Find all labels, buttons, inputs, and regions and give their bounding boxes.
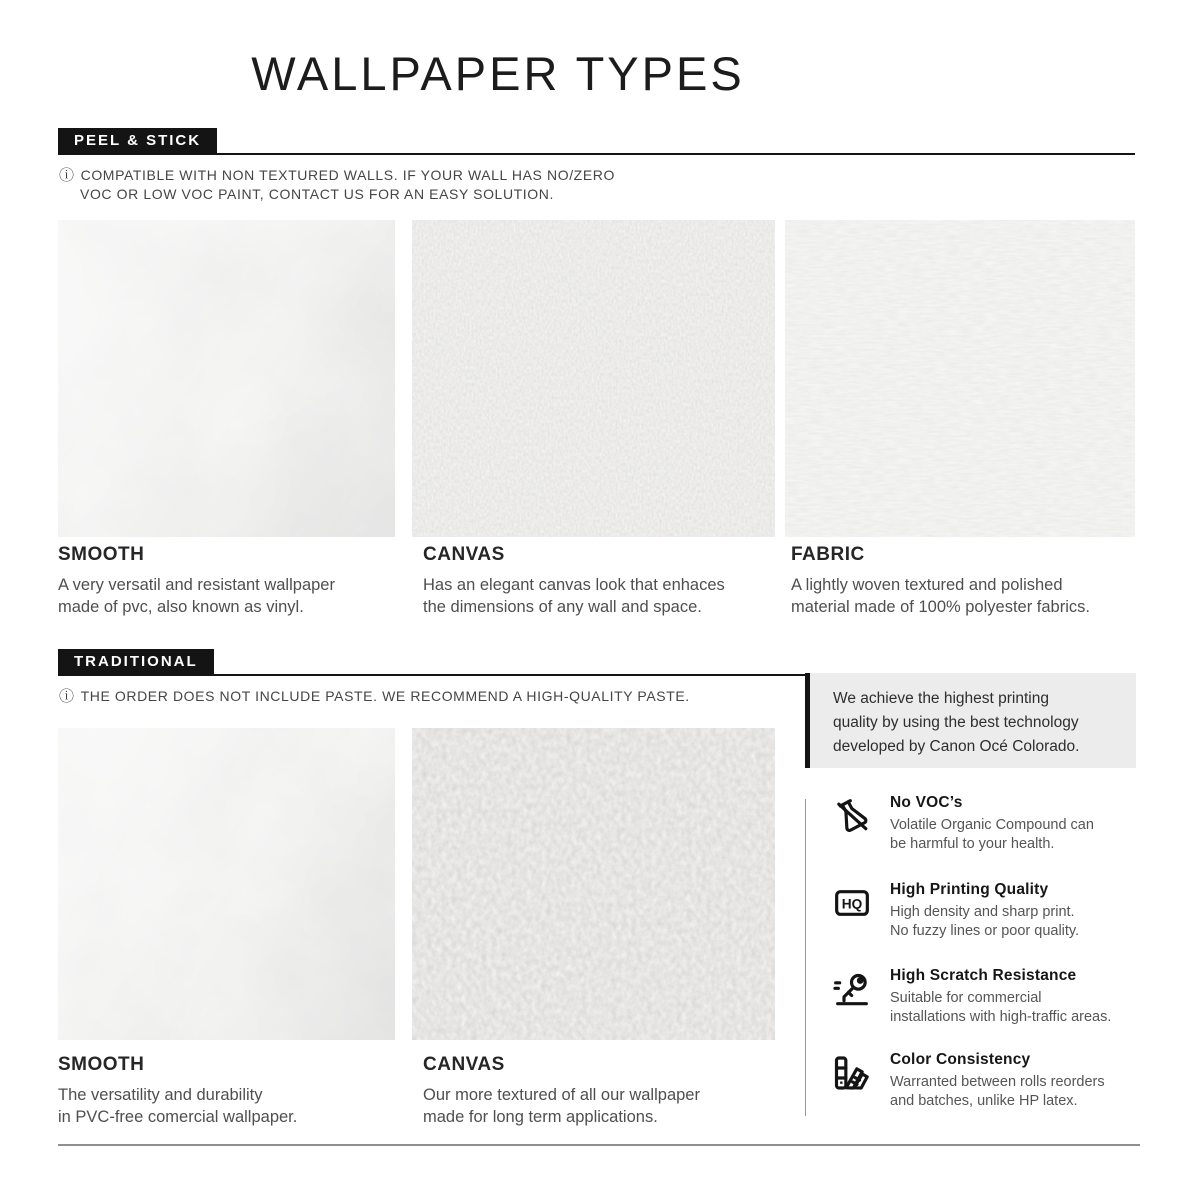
caption-canvas-peel-stick bbox=[423, 544, 773, 618]
key-icon bbox=[832, 969, 872, 1009]
caption-smooth-peel-stick bbox=[58, 544, 403, 618]
desc-line: material made of 100% polyester fabrics. bbox=[791, 598, 1090, 616]
feature-description bbox=[890, 816, 1140, 854]
canvas-texture-image bbox=[412, 728, 775, 1040]
quote-line: developed by Canon Océ Colorado. bbox=[833, 738, 1080, 755]
swatch-description bbox=[423, 574, 773, 618]
swatch-label: SMOOTH bbox=[58, 1054, 145, 1075]
note-line: VOC OR LOW VOC PAINT, CONTACT US FOR AN EASY SOLUTION. bbox=[80, 186, 554, 202]
feature-description bbox=[890, 1073, 1140, 1111]
features-divider-line bbox=[805, 799, 806, 1116]
desc-line: and batches, unlike HP latex. bbox=[890, 1093, 1078, 1109]
swatch-label: CANVAS bbox=[423, 544, 505, 565]
page-title: WALLPAPER TYPES bbox=[251, 47, 745, 100]
feature-high-printing-quality bbox=[832, 881, 1140, 941]
feature-description bbox=[890, 989, 1140, 1027]
swatch-description bbox=[791, 574, 1141, 618]
feature-title: High Printing Quality bbox=[890, 881, 1049, 898]
caption-canvas-traditional bbox=[423, 1054, 773, 1128]
desc-line: A lightly woven textured and polished bbox=[791, 576, 1063, 594]
swatch-fabric-peel-stick bbox=[785, 220, 1135, 537]
swatch-label: FABRIC bbox=[791, 544, 865, 565]
desc-line: made for long term applications. bbox=[423, 1108, 658, 1126]
section-divider-peel-stick bbox=[58, 128, 1135, 155]
smooth-texture-image bbox=[58, 220, 395, 537]
swatch-canvas-traditional bbox=[412, 728, 775, 1040]
feature-color-consistency bbox=[832, 1051, 1140, 1111]
desc-line: Suitable for commercial bbox=[890, 990, 1042, 1006]
smooth-texture-image bbox=[58, 728, 395, 1040]
feature-title: No VOC’s bbox=[890, 794, 963, 811]
no-voc-flask-icon bbox=[832, 796, 872, 836]
desc-line: The versatility and durability bbox=[58, 1086, 263, 1104]
desc-line: in PVC-free comercial wallpaper. bbox=[58, 1108, 298, 1126]
info-icon: ⓘ bbox=[59, 167, 75, 184]
desc-line: Our more textured of all our wallpaper bbox=[423, 1086, 700, 1104]
color-swatches-icon bbox=[832, 1053, 872, 1093]
swatch-smooth-traditional bbox=[58, 728, 395, 1040]
desc-line: Warranted between rolls reorders bbox=[890, 1074, 1105, 1090]
info-icon: ⓘ bbox=[59, 688, 75, 705]
desc-line: Volatile Organic Compound can bbox=[890, 817, 1094, 833]
desc-line: installations with high-traffic areas. bbox=[890, 1009, 1112, 1025]
feature-description bbox=[890, 903, 1140, 941]
note-traditional bbox=[59, 687, 690, 706]
quote-line: quality by using the best technology bbox=[833, 714, 1079, 731]
note-line: COMPATIBLE WITH NON TEXTURED WALLS. IF YOUR WALL HAS NO/ZERO bbox=[80, 167, 615, 183]
section-label-traditional: TRADITIONAL bbox=[58, 649, 214, 674]
feature-high-scratch-resistance bbox=[832, 967, 1140, 1027]
note-line: THE ORDER DOES NOT INCLUDE PASTE. WE RECOMMEND A HIGH-QUALITY PASTE. bbox=[80, 688, 690, 704]
section-divider-traditional bbox=[58, 649, 1135, 676]
desc-line: the dimensions of any wall and space. bbox=[423, 598, 702, 616]
swatch-description bbox=[58, 574, 403, 618]
quote-line: We achieve the highest printing bbox=[833, 690, 1049, 707]
swatch-label: CANVAS bbox=[423, 1054, 505, 1075]
desc-line: Has an elegant canvas look that enhaces bbox=[423, 576, 725, 594]
hq-badge-icon bbox=[832, 883, 872, 923]
swatch-canvas-peel-stick bbox=[412, 220, 775, 537]
desc-line: made of pvc, also known as vinyl. bbox=[58, 598, 304, 616]
feature-no-vocs bbox=[832, 794, 1140, 854]
feature-title: High Scratch Resistance bbox=[890, 967, 1077, 984]
printing-quality-callout bbox=[805, 673, 1136, 768]
swatch-label: SMOOTH bbox=[58, 544, 145, 565]
desc-line: High density and sharp print. bbox=[890, 904, 1075, 920]
section-label-peel-stick: PEEL & STICK bbox=[58, 128, 217, 153]
hq-badge-text: HQ bbox=[841, 896, 863, 912]
swatch-description bbox=[423, 1084, 773, 1128]
canvas-texture-image bbox=[412, 220, 775, 537]
swatch-description bbox=[58, 1084, 403, 1128]
feature-title: Color Consistency bbox=[890, 1051, 1031, 1068]
swatch-smooth-peel-stick bbox=[58, 220, 395, 537]
note-peel-stick bbox=[59, 166, 615, 204]
desc-line: be harmful to your health. bbox=[890, 836, 1055, 852]
caption-smooth-traditional bbox=[58, 1054, 403, 1128]
desc-line: No fuzzy lines or poor quality. bbox=[890, 923, 1080, 939]
caption-fabric-peel-stick bbox=[791, 544, 1141, 618]
fabric-texture-image bbox=[785, 220, 1135, 537]
footer-divider-line bbox=[58, 1144, 1140, 1146]
desc-line: A very versatil and resistant wallpaper bbox=[58, 576, 335, 594]
